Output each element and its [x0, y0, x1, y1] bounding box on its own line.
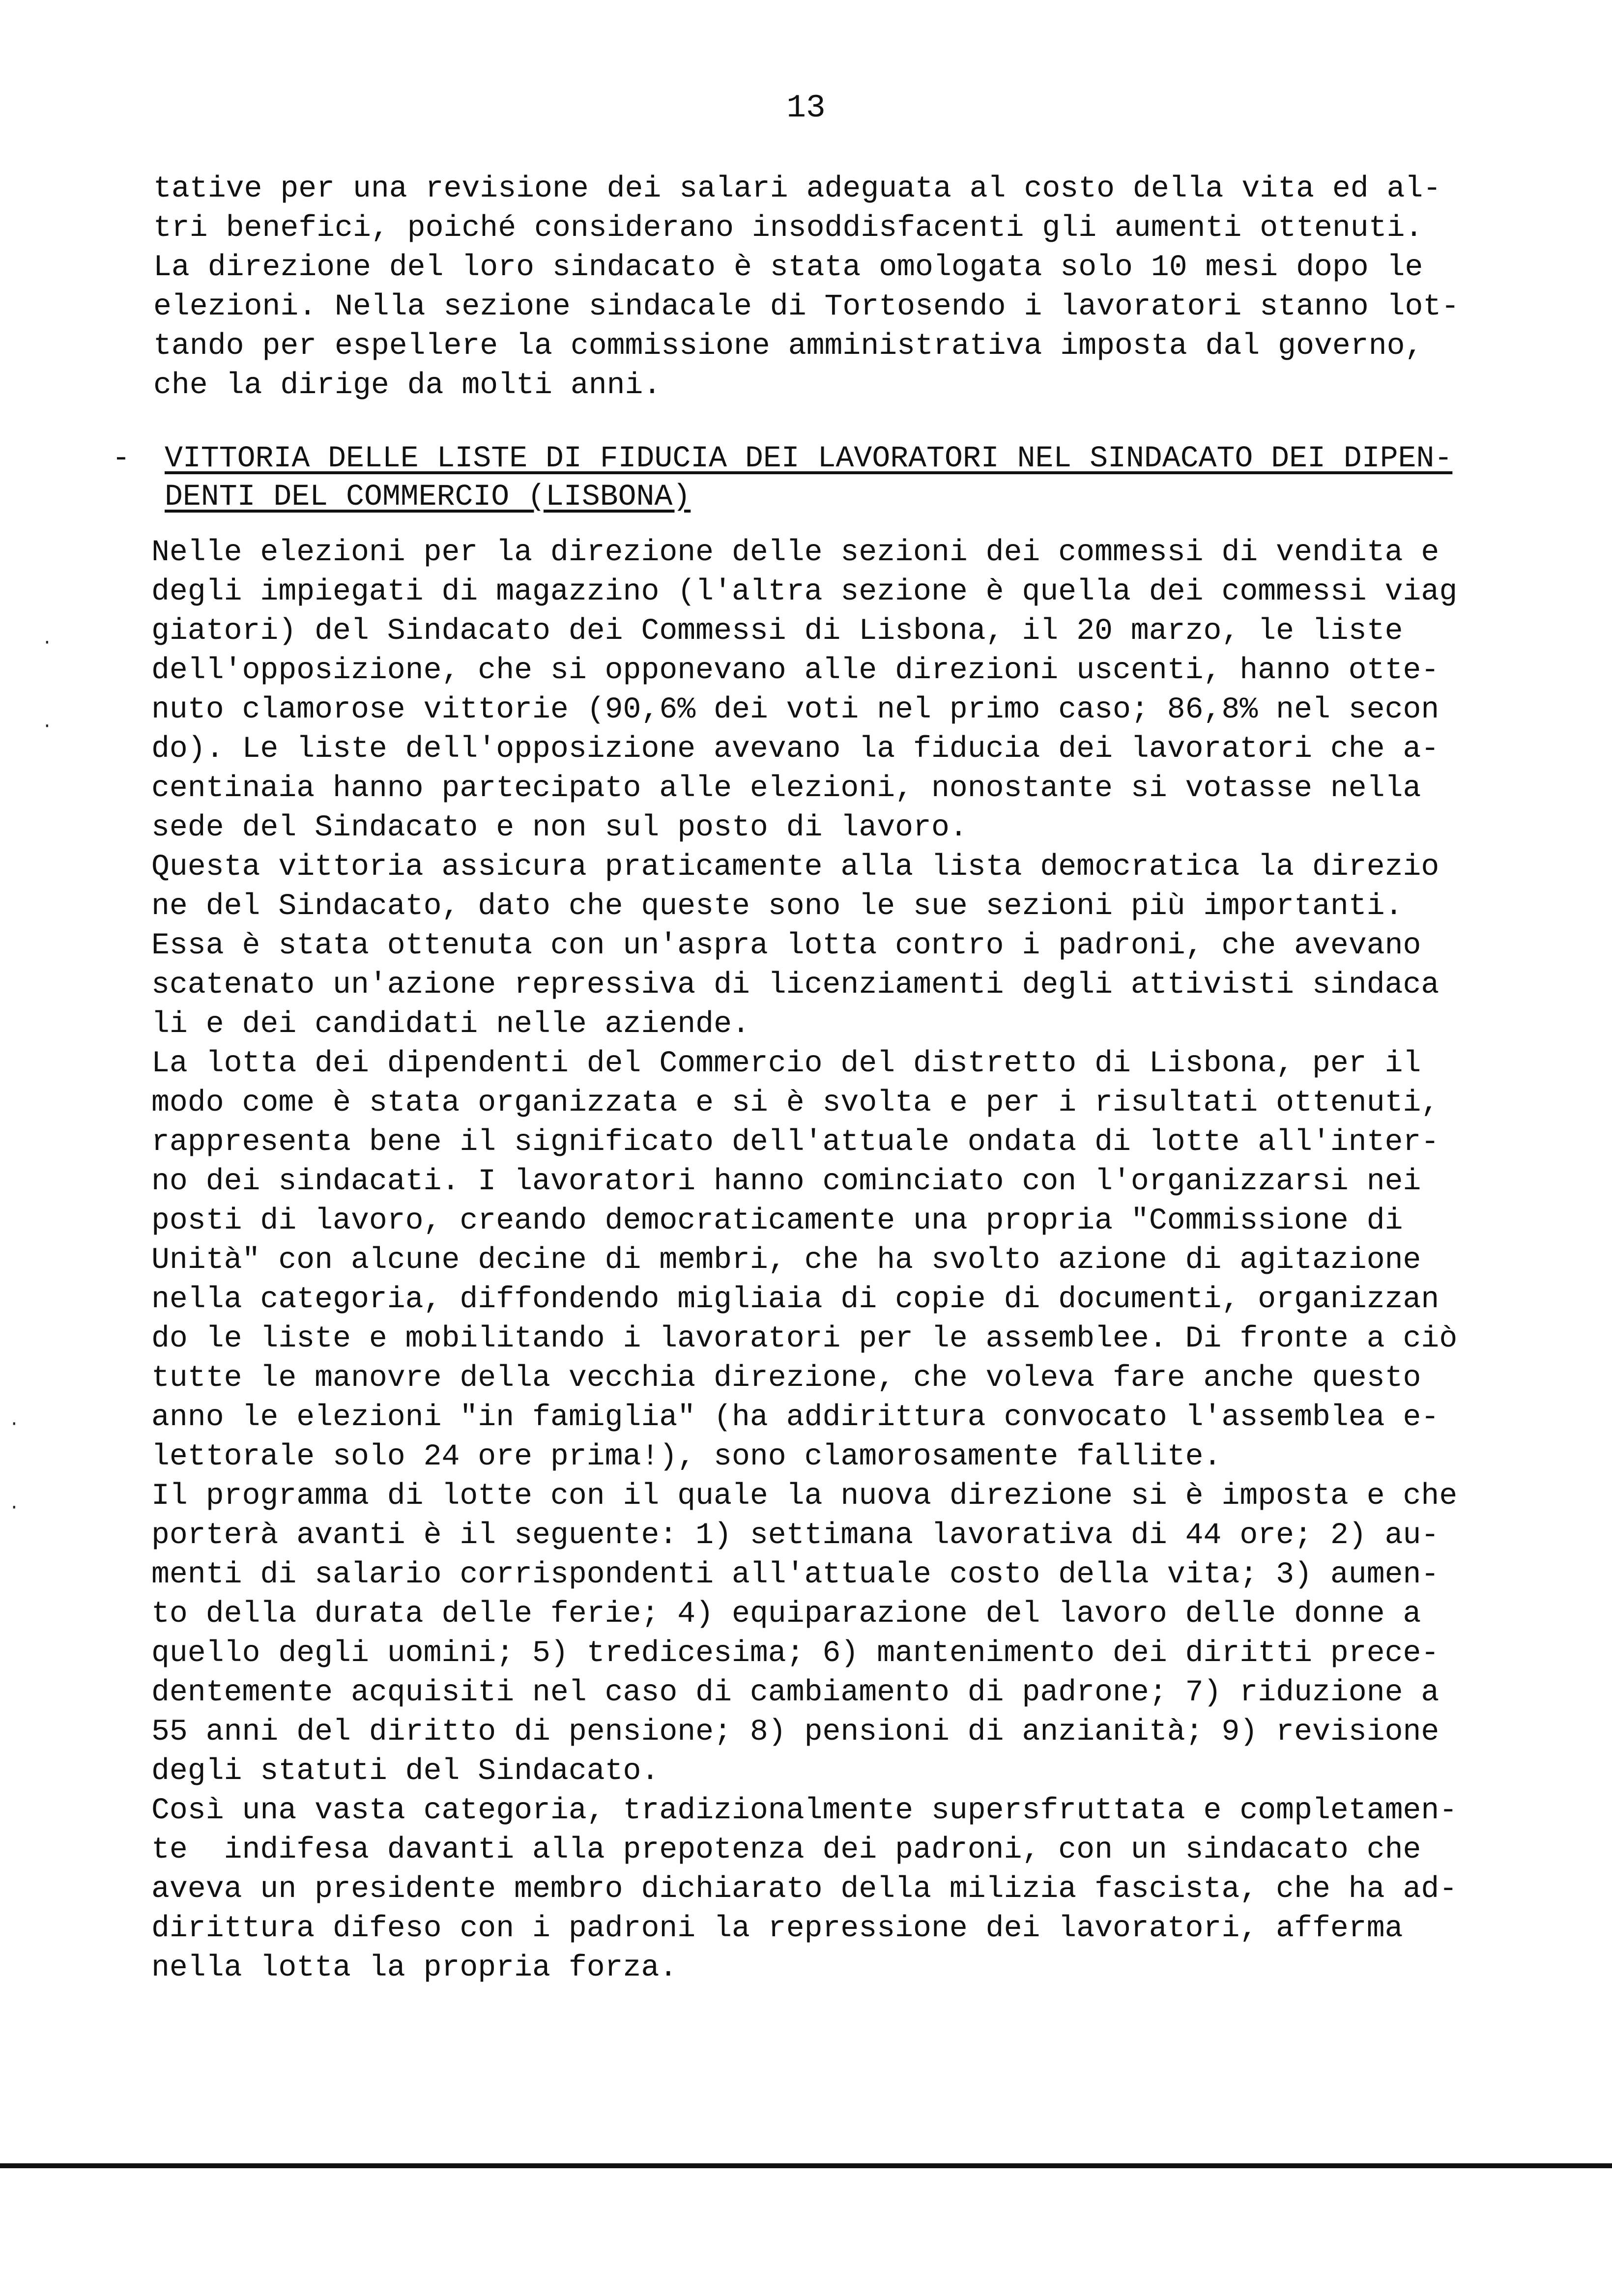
margin-speck: ·	[42, 632, 53, 653]
text-line: Il programma di lotte con il quale la nuova direzione si è imposta e che	[151, 1479, 1458, 1513]
text-line: posti di lavoro, creando democraticamente una propria "Commissione di	[151, 1204, 1403, 1238]
text-line: modo come è stata organizzata e si è svolta e per i risultati ottenuti,	[151, 1086, 1439, 1120]
text-line: che la dirige da molti anni.	[153, 369, 662, 402]
text-line: degli statuti del Sindacato.	[151, 1754, 660, 1788]
text-line: dentemente acquisiti nel caso di cambiamento di padrone; 7) riduzione a	[151, 1676, 1439, 1710]
text-line: Essa è stata ottenuta con un'aspra lotta contro i padroni, che avevano	[151, 929, 1421, 963]
bottom-rule	[0, 2163, 1612, 2168]
text-line: menti di salario corrispondenti all'attuale costo della vita; 3) aumen-	[151, 1558, 1439, 1592]
text-line: tative per una revisione dei salari adeguata al costo della vita ed al-	[153, 172, 1441, 206]
text-line: giatori) del Sindacato dei Commessi di Lisbona, il 20 marzo, le liste	[151, 614, 1403, 648]
text-line: anno le elezioni "in famiglia" (ha addirittura convocato l'assemblea e-	[151, 1401, 1439, 1435]
text-line: dirittura difeso con i padroni la repressione dei lavoratori, afferma	[151, 1912, 1403, 1946]
text-line: dell'opposizione, che si opponevano alle direzioni uscenti, hanno otte-	[151, 654, 1439, 688]
text-line: Questa vittoria assicura praticamente alla lista democratica la direzio	[151, 850, 1439, 884]
text-line: lettorale solo 24 ore prima!), sono clamorosamente fallite.	[151, 1440, 1222, 1474]
text-line: Così una vasta categoria, tradizionalmente supersfruttata e completamen-	[151, 1794, 1458, 1828]
text-line: tri benefici, poiché considerano insoddisfacenti gli aumenti ottenuti.	[153, 211, 1423, 245]
section-body	[151, 533, 1596, 1988]
text-line: no dei sindacati. I lavoratori hanno cominciato con l'organizzarsi nei	[151, 1165, 1421, 1199]
text-line: degli impiegati di magazzino (l'altra sezione è quella dei commessi viag	[151, 575, 1458, 609]
text-line: 55 anni del diritto di pensione; 8) pensioni di anzianità; 9) revisione	[151, 1715, 1439, 1749]
text-line: do). Le liste dell'opposizione avevano la fiducia dei lavoratori che a-	[151, 732, 1439, 766]
text-line: tando per espellere la commissione amministrativa imposta dal governo,	[153, 329, 1423, 363]
margin-speck: ·	[9, 1497, 20, 1518]
text-line: quello degli uomini; 5) tredicesima; 6) mantenimento dei diritti prece-	[151, 1636, 1439, 1670]
text-line: La lotta dei dipendenti del Commercio del distretto di Lisbona, per il	[151, 1047, 1421, 1081]
heading-line: DENTI DEL COMMERCIO (LISBONA)	[165, 480, 691, 514]
text-line: La direzione del loro sindacato è stata omologata solo 10 mesi dopo le	[153, 251, 1423, 285]
text-line: Nelle elezioni per la direzione delle sezioni dei commessi di vendita e	[151, 536, 1439, 570]
page-number: 13	[786, 89, 826, 126]
text-line: sede del Sindacato e non sul posto di lavoro.	[151, 811, 968, 845]
section-heading	[165, 440, 1600, 517]
margin-speck: ·	[42, 716, 53, 736]
section-bullet: -	[112, 442, 130, 476]
text-line: porterà avanti è il seguente: 1) settimana lavorativa di 44 ore; 2) au-	[151, 1519, 1439, 1552]
text-line: elezioni. Nella sezione sindacale di Tortosendo i lavoratori stanno lot-	[153, 290, 1460, 324]
intro-paragraph	[153, 170, 1598, 405]
text-line: scatenato un'azione repressiva di licenziamenti degli attivisti sindaca	[151, 968, 1439, 1002]
text-line: centinaia hanno partecipato alle elezioni, nonostante si votasse nella	[151, 772, 1421, 805]
text-line: nella lotta la propria forza.	[151, 1951, 678, 1985]
text-line: tutte le manovre della vecchia direzione, che voleva fare anche questo	[151, 1361, 1421, 1395]
text-line: do le liste e mobilitando i lavoratori per le assemblee. Di fronte a ciò	[151, 1322, 1458, 1356]
text-line: aveva un presidente membro dichiarato della milizia fascista, che ha ad-	[151, 1872, 1458, 1906]
text-line: nuto clamorose vittorie (90,6% dei voti nel primo caso; 86,8% nel secon	[151, 693, 1439, 727]
text-line: Unità" con alcune decine di membri, che ha svolto azione di agitazione	[151, 1243, 1421, 1277]
margin-speck: ·	[9, 1414, 20, 1434]
text-line: te indifesa davanti alla prepotenza dei padroni, con un sindacato che	[151, 1833, 1421, 1867]
heading-line: VITTORIA DELLE LISTE DI FIDUCIA DEI LAVORATORI NEL SINDACATO DEI DIPEN-	[165, 442, 1453, 476]
text-line: ne del Sindacato, dato che queste sono le sue sezioni più importanti.	[151, 890, 1403, 923]
text-line: rappresenta bene il significato dell'attuale ondata di lotte all'inter-	[151, 1125, 1439, 1159]
text-line: to della durata delle ferie; 4) equiparazione del lavoro delle donne a	[151, 1597, 1421, 1631]
text-line: nella categoria, diffondendo migliaia di copie di documenti, organizzan	[151, 1283, 1439, 1317]
text-line: li e dei candidati nelle aziende.	[151, 1007, 750, 1041]
